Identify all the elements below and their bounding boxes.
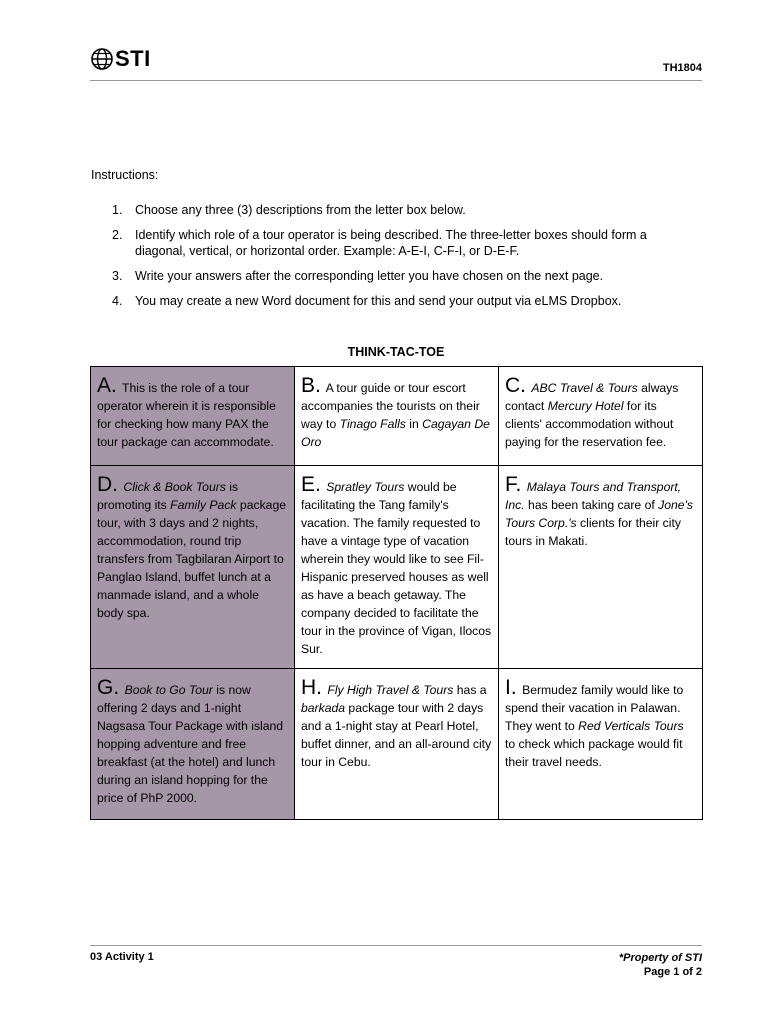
cell-letter: D. [97,473,118,496]
grid-cell [499,367,703,466]
instructions-title: Instructions: [91,168,159,182]
instruction-item [91,268,681,284]
cell-text: Bermudez family would like to spend their vacation in Palawan. They went to [505,683,684,733]
sti-logo [90,46,151,72]
instruction-number: 2. [112,228,123,242]
globe-icon [90,47,114,71]
instruction-number: 1. [112,203,123,217]
logo-text: STI [115,46,151,71]
cell-letter: G. [97,676,120,699]
footer-activity: 03 Activity 1 [90,951,154,963]
cell-letter: C. [505,374,526,397]
instructions-list [91,202,681,318]
cell-text-italic: ABC Travel & Tours [531,381,638,395]
instruction-text: Choose any three (3) descriptions from the letter box below. [135,203,466,217]
cell-letter: B. [301,374,321,397]
grid-cell [499,669,703,820]
instruction-text: You may create a new Word document for this and send your output via eLMS Dropbox. [135,294,622,308]
instruction-item [91,293,681,309]
cell-text: clients for their city tours in Makati. [505,516,681,548]
grid-cell [91,466,295,669]
cell-text: always contact [505,381,679,413]
grid-cell [295,669,499,820]
cell-letter: F. [505,473,522,496]
think-tac-toe-title: THINK-TAC-TOE [347,345,445,359]
cell-text: package tour with 2 days and a 1-night stay at Pearl Hotel, buffet dinner, and an all-around city tour in Cebu. [301,701,492,769]
instruction-number: 4. [112,294,123,308]
cell-text-italic: Spratley Tours [326,480,405,494]
instruction-item [91,202,681,218]
footer-right [619,951,702,979]
cell-text: for its clients' accommodation without paying for the reservation fee. [505,399,674,449]
cell-text: is promoting its [97,480,239,512]
footer-page-number: Page 1 of 2 [643,966,702,978]
cell-text: is now offering 2 days and 1-night Nagsasa Tour Package with island hopping adventure and free breakfast (at the hotel) and lunch during an island hopping for the price of PhP 2000. [97,683,284,805]
cell-text: in [405,417,423,431]
cell-letter: I. [505,676,517,699]
cell-text-italic: Book to Go Tour [124,683,213,697]
instruction-text: Write your answers after the corresponding letter you have chosen on the next page. [135,269,604,283]
think-tac-toe-grid [90,366,703,820]
cell-text-italic: Jone's Tours Corp.'s [505,498,693,530]
cell-text: has a [453,683,487,697]
instruction-number: 3. [112,269,123,283]
cell-text: A tour guide or tour escort accompanies the tourists on their way to [301,381,480,431]
cell-text-italic: Tinago Falls [339,417,406,431]
cell-text: This is the role of a tour operator wherein it is responsible for checking how many PAX the tour package can accommodate. [97,381,276,449]
cell-letter: H. [301,676,322,699]
grid-cell [499,466,703,669]
header-divider [90,80,702,81]
cell-text-italic: Mercury Hotel [547,399,624,413]
instruction-text: Identify which role of a tour operator is being described. The three-letter boxes should form a diagonal, vertical, or horizontal order. Example: A-E-I, C-F-I, or D-E-F. [135,228,647,258]
cell-text-italic: Cagayan De Oro [301,417,490,449]
grid-cell [91,367,295,466]
instruction-item [91,227,681,259]
cell-text: would be facilitating the Tang family's vacation. The family requested to have a vintage type of vacation wherein they would like to see Fil-Hispanic preserved houses as well as have a beach getaway. The company decided to facilitate the tour in the province of Vigan, Ilocos Sur. [301,480,492,656]
cell-text-italic: Malaya Tours and Transport, Inc. [505,480,682,512]
document-code: TH1804 [662,62,702,74]
footer-property: *Property of STI [618,952,702,964]
cell-letter: E. [301,473,321,496]
grid-cell [91,669,295,820]
cell-text-italic: barkada [301,701,346,715]
grid-cell [295,466,499,669]
footer-divider [90,945,702,946]
cell-text-italic: Click & Book Tours [123,480,226,494]
cell-text: has been taking care of [524,498,659,512]
cell-text: package tour, with 3 days and 2 nights, accommodation, round trip transfers from Tagbilaran Airport to Panglao Island, buffet lunch at a manmade island, and a whole body spa. [97,498,286,620]
cell-text: to check which package would fit their travel needs. [505,737,683,769]
cell-text-italic: Fly High Travel & Tours [327,683,454,697]
cell-text-italic: Family Pack [170,498,237,512]
cell-text-italic: Red Verticals Tours [578,719,684,733]
grid-cell [295,367,499,466]
cell-letter: A. [97,374,117,397]
